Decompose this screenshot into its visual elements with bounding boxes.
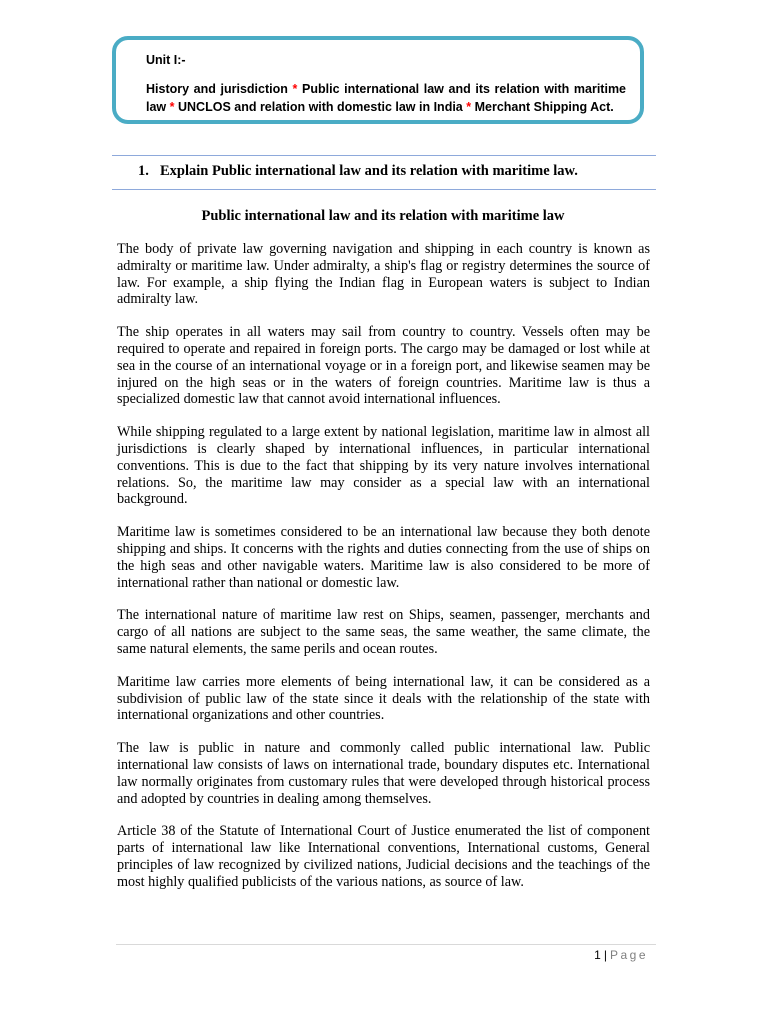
page-separator: | [603,948,607,962]
paragraph: While shipping regulated to a large extent by national legislation, maritime law in almost all jurisdictions is clearly shaped by international influences, in particular international conventions. This is due to the fact that shipping by its very nature involves international relations. So, the maritime law may consider as a special law with an international background. [117,424,650,508]
page-number: 1 [594,948,601,962]
paragraph: The law is public in nature and commonly called public international law. Public international law consists of laws on international trade, boundary disputes etc. International law normally originates from customary rules that were developed through historical process and adopted by countries in dealing among themselves. [117,740,650,807]
question-rule-top [112,155,656,156]
section-heading: Public international law and its relation with maritime law [201,208,565,224]
paragraph: The international nature of maritime law rest on Ships, seamen, passenger, merchants and cargo of all nations are subject to the same seas, the same weather, the same climate, the same natural elements, the same perils and ocean routes. [117,607,650,657]
unit-topics [146,80,626,116]
unit-topic: Merchant Shipping Act. [474,100,614,114]
unit-summary-box [112,36,644,124]
question-text: Explain Public international law and its relation with maritime law. [160,163,578,179]
topic-separator-star: * [292,82,298,96]
question-rule-bottom [112,189,656,190]
unit-topic: History and jurisdiction [146,82,288,96]
unit-title: Unit I:- [146,53,186,67]
paragraph: Maritime law carries more elements of being international law, it can be considered as a subdivision of public law of the state since it deals with the relationship of the state with international organizations and other countries. [117,673,650,724]
footer-rule [116,944,656,945]
page-label: Page [609,948,648,962]
paragraph: Maritime law is sometimes considered to be an international law because they both denote shipping and ships. It concerns with the rights and duties connecting from the use of ships on the high seas and other navigable waters. Maritime law is also considered to be more of international rather than national or domestic law. [117,524,650,591]
document-body [117,241,650,907]
paragraph: Article 38 of the Statute of International Court of Justice enumerated the list of component parts of international law like International conventions, International customs, General principles of law recognized by civilized nations, Judicial decisions and the teachings of the most highly qualified publicists of the various nations, as source of law. [117,823,650,890]
unit-topic: Public international law and its relation with maritime law [146,82,627,114]
topic-separator-star: * [169,100,175,114]
paragraph: The ship operates in all waters may sail from country to country. Vessels often may be required to operate and repaired in foreign ports. The cargo may be damaged or lost while at sea in the course of an international voyage or in a foreign port, and likewise seamen may be injured on the high seas or in the waters of foreign countries. Maritime law is thus a specialized domestic law that cannot avoid international influences. [117,324,650,408]
question-number: 1. [138,163,149,179]
topic-separator-star: * [466,100,472,114]
question-heading [138,162,658,180]
paragraph: The body of private law governing navigation and shipping in each country is known as admiralty or maritime law. Under admiralty, a ship's flag or registry determines the source of law. For example, a ship flying the Indian flag in European waters is subject to Indian admiralty law. [117,241,650,308]
unit-topic: UNCLOS and relation with domestic law in India [178,100,463,114]
page-footer [594,947,648,963]
